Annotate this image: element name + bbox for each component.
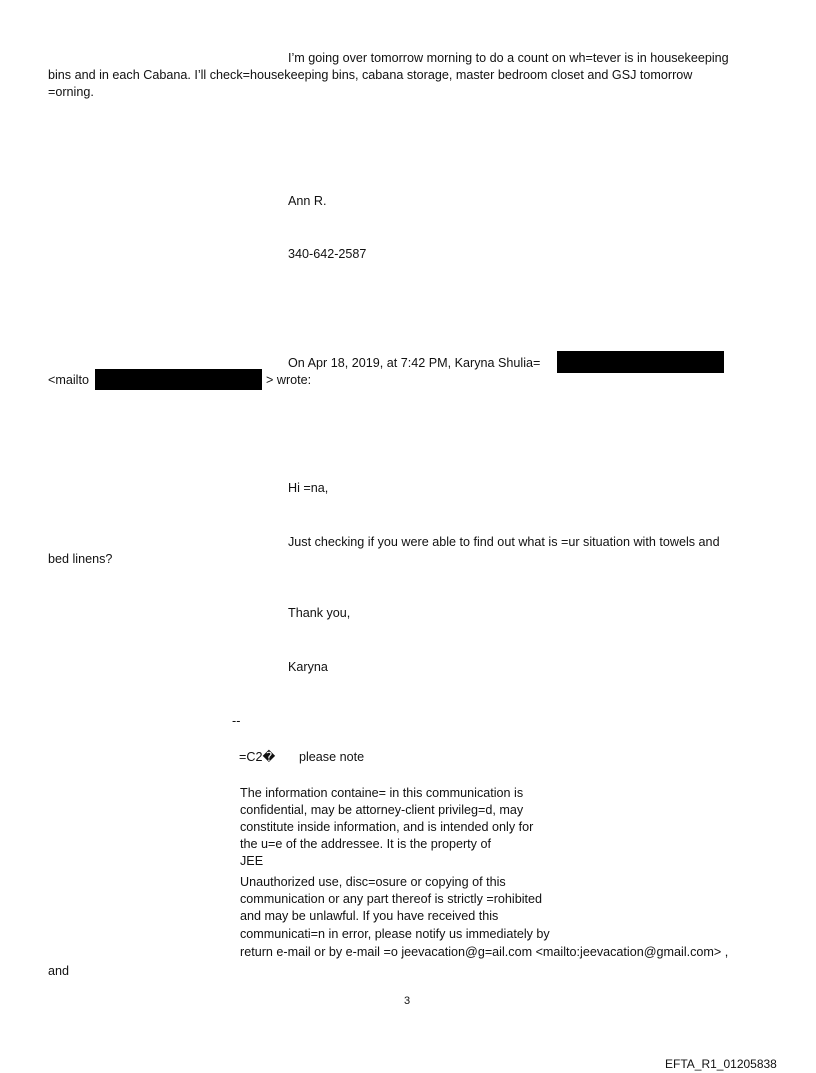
disclaimer-line: The information containe= in this communication is [240, 786, 524, 800]
greeting: Hi =na, [288, 481, 329, 495]
disclaimer-trailing: and [48, 964, 70, 978]
sender-name: Karyna [288, 660, 328, 674]
disclaimer-line: Unauthorized use, disc=osure or copying of this [240, 875, 506, 889]
quote-mailto: <mailto [48, 373, 89, 387]
disclaimer-line: communication or any part thereof is strictly =rohibited [240, 892, 543, 906]
disclaimer-line: confidential, may be attorney-client privileg=d, may [240, 803, 524, 817]
email-body-line: Just checking if you were able to find out what is =ur situation with towels and [288, 535, 720, 549]
disclaimer-line: JEE [240, 854, 264, 868]
disclaimer-line: the u=e of the addressee. It is the property of [240, 837, 491, 851]
quote-header: On Apr 18, 2019, at 7:42 PM, Karyna Shulia= [288, 356, 541, 370]
disclaimer-line: communicati=n in error, please notify us immediately by [240, 927, 550, 941]
disclaimer-line: return e-mail or by e-mail =o jeevacation@g=ail.com <mailto:jeevacation@gmail.com> , [240, 945, 729, 959]
signature-name: Ann R. [288, 194, 327, 208]
email-body-line: bins and in each Cabana. I’ll check=housekeeping bins, cabana storage, master bedroom closet and GSJ tomorrow [48, 68, 693, 82]
signature-phone: 340-642-2587 [288, 247, 367, 261]
redaction-box [557, 351, 724, 373]
email-body-line: bed linens? [48, 552, 113, 566]
page-number: 3 [404, 995, 411, 1007]
note-label: please note [299, 750, 365, 764]
email-body-line: I’m going over tomorrow morning to do a count on wh=tever is in housekeeping [288, 51, 729, 65]
note-prefix: =C2� [239, 750, 276, 764]
redaction-box [95, 369, 262, 390]
quote-wrote: > wrote: [266, 373, 312, 387]
closing: Thank you, [288, 606, 351, 620]
disclaimer-line: constitute inside information, and is intended only for [240, 820, 534, 834]
document-id: EFTA_R1_01205838 [665, 1057, 777, 1071]
email-body-line: =orning. [48, 85, 94, 99]
disclaimer-line: and may be unlawful. If you have received this [240, 909, 499, 923]
separator: -- [232, 714, 241, 728]
